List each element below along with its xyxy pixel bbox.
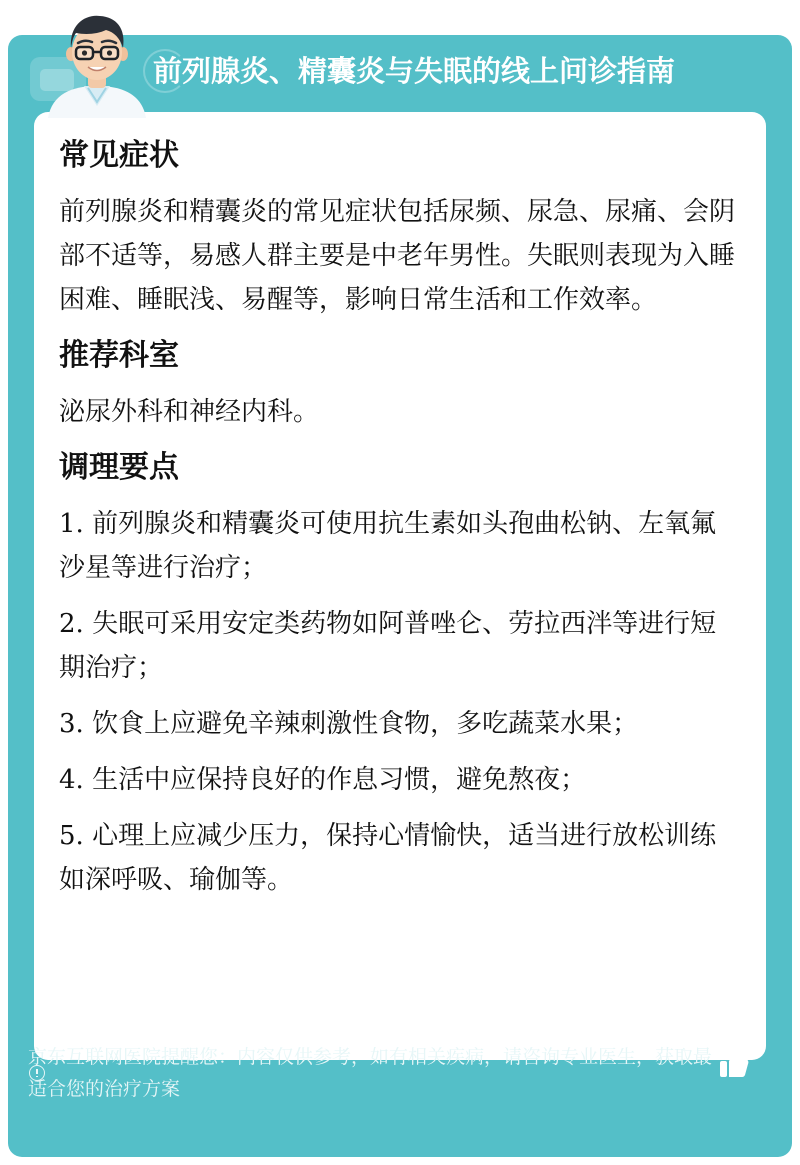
care-item-number: 5. bbox=[59, 821, 84, 851]
thumbs-up-icon[interactable] bbox=[717, 1047, 751, 1081]
department-text: 泌尿外科和神经内科。 bbox=[59, 397, 320, 427]
care-item-3 bbox=[59, 702, 739, 746]
care-item-1 bbox=[59, 502, 739, 590]
doctor-avatar-icon bbox=[42, 8, 152, 118]
care-item-4 bbox=[59, 758, 739, 802]
care-item-number: 2. bbox=[59, 609, 84, 639]
section-title-department: 推荐科室 bbox=[59, 338, 179, 373]
care-item-text: 心理上应减少压力，保持心情愉快，适当进行放松训练如深呼吸、瑜伽等。 bbox=[59, 821, 717, 895]
guide-frame bbox=[8, 35, 792, 1157]
section-title-care: 调理要点 bbox=[59, 450, 179, 485]
care-item-number: 4. bbox=[59, 765, 84, 795]
care-item-text: 失眠可采用安定类药物如阿普唑仑、劳拉西泮等进行短期治疗； bbox=[59, 609, 717, 683]
content-card bbox=[34, 112, 766, 1060]
care-item-text: 前列腺炎和精囊炎可使用抗生素如头孢曲松钠、左氧氟沙星等进行治疗； bbox=[59, 509, 717, 583]
section-title-symptoms: 常见症状 bbox=[59, 138, 179, 173]
content-body bbox=[59, 134, 739, 902]
care-item-5 bbox=[59, 814, 739, 902]
care-item-number: 1. bbox=[59, 509, 84, 539]
symptoms-text: 前列腺炎和精囊炎的常见症状包括尿频、尿急、尿痛、会阴部不适等，易感人群主要是中老年男性。失眠则表现为入睡困难、睡眠浅、易醒等，影响日常生活和工作效率。 bbox=[59, 197, 736, 315]
care-item-2 bbox=[59, 602, 739, 690]
care-item-number: 3. bbox=[59, 709, 84, 739]
care-item-text: 生活中应保持良好的作息习惯，避免熬夜； bbox=[83, 765, 587, 795]
disclaimer-text: 京东互联网医院提醒您：内容仅供参考，如有相关疾病，请咨询专业医生，获取最适合您的治疗方案 bbox=[28, 1046, 713, 1100]
page-title: 前列腺炎、精囊炎与失眠的线上问诊指南 bbox=[153, 54, 676, 88]
care-item-text: 饮食上应避免辛辣刺激性食物，多吃蔬菜水果； bbox=[83, 709, 639, 739]
